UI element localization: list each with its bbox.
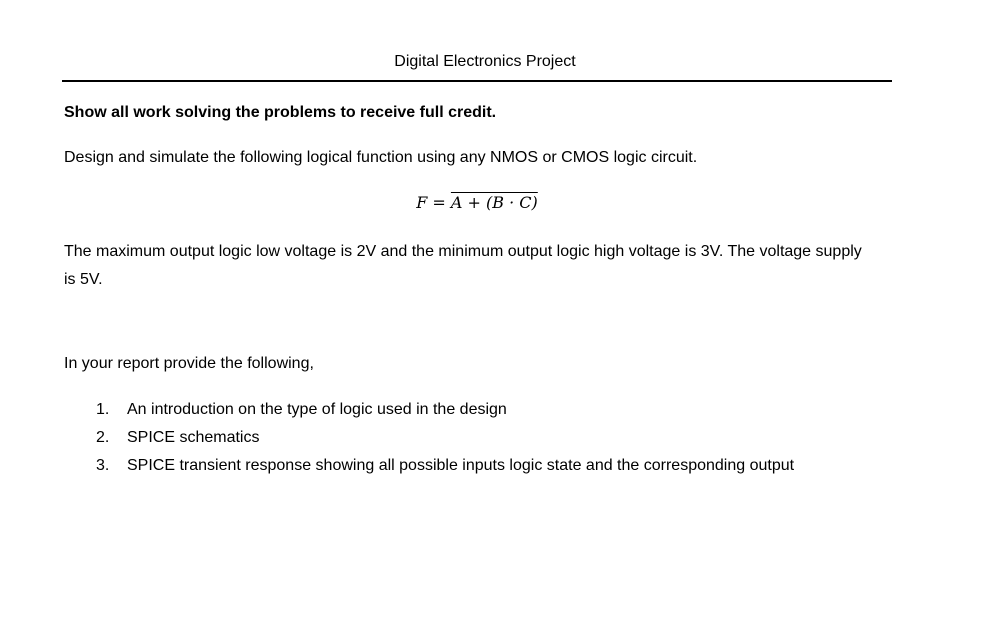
list-item-number: 1.	[96, 401, 110, 418]
report-requirements-list	[96, 399, 794, 483]
document-header-title: Digital Electronics Project	[394, 53, 576, 70]
equation-rhs: A + (B · C)	[450, 193, 538, 212]
list-item-number: 2.	[96, 429, 110, 446]
logic-equation	[0, 193, 954, 212]
list-item-number: 3.	[96, 457, 110, 474]
list-item-text: An introduction on the type of logic used in the design	[127, 401, 507, 418]
list-item-text: SPICE schematics	[127, 429, 260, 446]
voltage-spec-text: The maximum output logic low voltage is 2V and the minimum output logic high voltage is 3V. The voltage supply is 5V.	[64, 243, 862, 288]
list-item	[96, 455, 794, 483]
list-item	[96, 399, 794, 427]
design-prompt: Design and simulate the following logical function using any NMOS or CMOS logic circuit.	[64, 149, 698, 166]
equation-equals: =	[427, 193, 451, 212]
list-item	[96, 427, 794, 455]
equation-lhs: F	[416, 193, 428, 212]
instruction-text: Show all work solving the problems to receive full credit.	[64, 104, 497, 121]
list-item-text: SPICE transient response showing all possible inputs logic state and the corresponding output	[127, 457, 795, 474]
report-lead-text: In your report provide the following,	[64, 355, 314, 372]
header-divider	[62, 80, 892, 82]
